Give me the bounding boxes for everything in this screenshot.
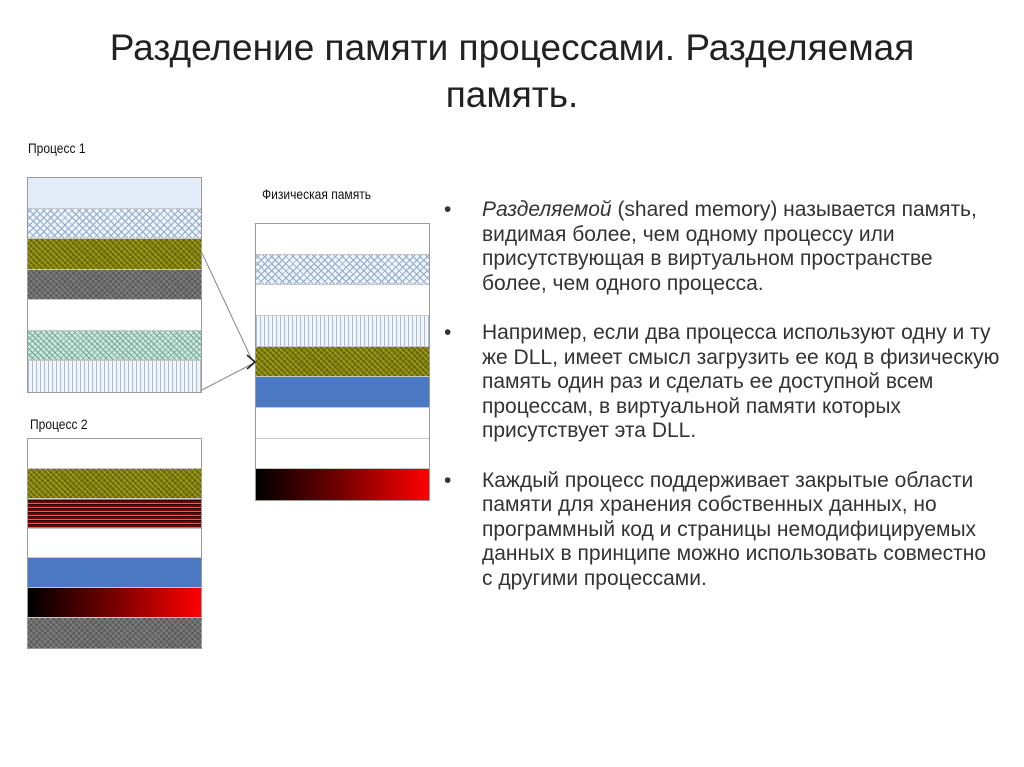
bullet-dot-icon: •: [444, 198, 452, 221]
bullet-item: [440, 198, 1000, 296]
physical-memory-label: Физическая память: [262, 186, 372, 202]
slide-title-line-1: Разделение памяти процессами. Разделяемая: [109, 27, 915, 68]
bullet-emphasis: Разделяемой: [482, 198, 612, 221]
connector-line-lower: [202, 364, 252, 390]
bullet-list: [440, 198, 1000, 616]
process1-label: Процесс 1: [28, 140, 86, 156]
bullet-item: [440, 469, 1000, 592]
connector-line-upper: [202, 253, 252, 360]
bullet-dot-icon: •: [444, 468, 452, 492]
bullet-item: [440, 321, 1000, 444]
bullet-dot-icon: •: [444, 321, 452, 344]
bullet-text: Например, если два процесса используют одну и ту же DLL, имеет смысл загрузить ее код в физическую память один раз и сделать ее доступной всем процессам, в виртуальной памяти которых присутствует эта DLL.: [482, 321, 1000, 442]
bullet-text: Каждый процесс поддерживает закрытые области памяти для хранения собственных данных, но программный код и страницы немодифицируемых данных в принципе можно использовать совместно с другими процессами.: [482, 468, 987, 590]
process2-label: Процесс 2: [30, 416, 88, 432]
slide-title-line-2: память.: [445, 74, 579, 115]
bullet-text: (shared memory) называется память, видимая более, чем одному процессу или присутствующая в виртуальном пространстве более, чем одного процесса.: [482, 198, 977, 295]
